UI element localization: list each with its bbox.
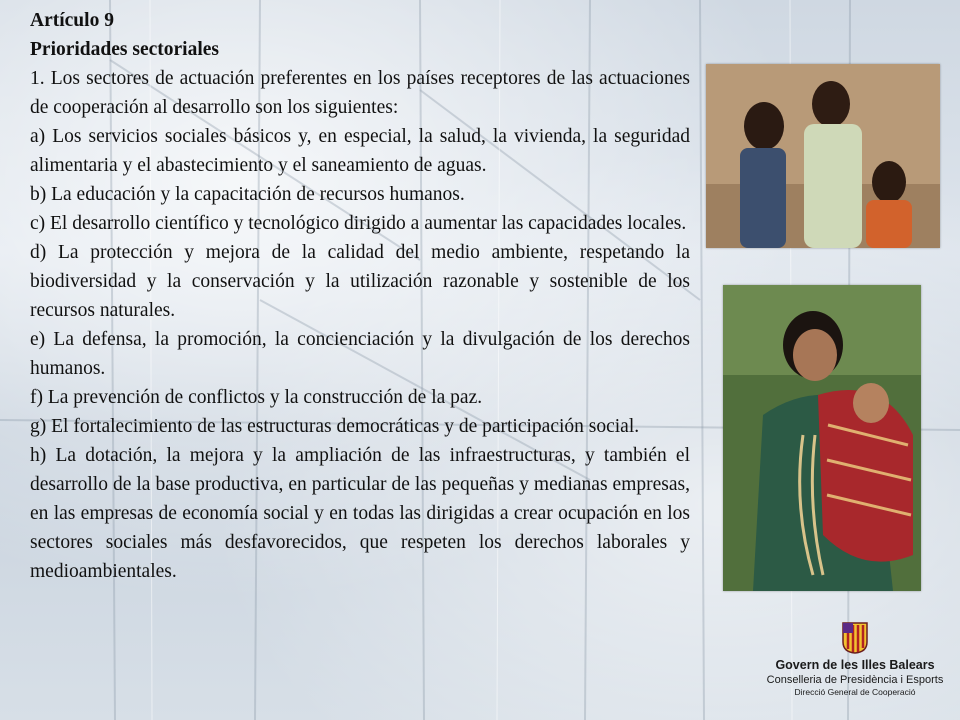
article-item-g: g) El fortalecimiento de las estructuras democráticas y de participación social. [30,416,640,437]
mother-and-child-photo [723,285,921,591]
article-text [30,6,690,586]
article-item-a: a) Los servicios sociales básicos y, en especial, la salud, la vivienda, la seguridad alimentaria y el abastecimiento y el saneamiento de aguas. [30,126,690,176]
article-intro: 1. Los sectores de actuación preferentes en los países receptores de las actuaciones de cooperación al desarrollo son los siguientes: [30,68,690,118]
article-number: Artículo 9 [30,10,114,31]
article-item-f: f) La prevención de conflictos y la construcción de la paz. [30,387,483,408]
govern-logo [760,622,950,712]
children-photo [706,64,940,248]
article-item-h: h) La dotación, la mejora y la ampliación de las infraestructuras, y también el desarrollo de la base productiva, en particular de las pequeñas y medianas empresas, en las empresas de economía social y en todas las dirigidas a crear ocupación en los sectores sociales más desfavorecidos, que respeten los derechos laborales y medioambientales. [30,445,690,582]
logo-line-department: Conselleria de Presidència i Esports [766,674,944,686]
article-item-d: d) La protección y mejora de la calidad del medio ambiente, respetando la biodiversidad y la conservación y la utilización razonable y sostenible de los recursos naturales. [30,242,690,321]
logo-line-directorate: Direcció General de Cooperació [794,687,916,697]
article-item-c: c) El desarrollo científico y tecnológico dirigido a aumentar las capacidades locales. [30,213,687,234]
logo-line-government: Govern de les Illes Balears [775,658,935,672]
coat-of-arms-icon [842,622,868,654]
article-item-e: e) La defensa, la promoción, la concienciación y la divulgación de los derechos humanos. [30,329,690,379]
article-title: Prioridades sectoriales [30,39,219,60]
article-item-b: b) La educación y la capacitación de recursos humanos. [30,184,465,205]
